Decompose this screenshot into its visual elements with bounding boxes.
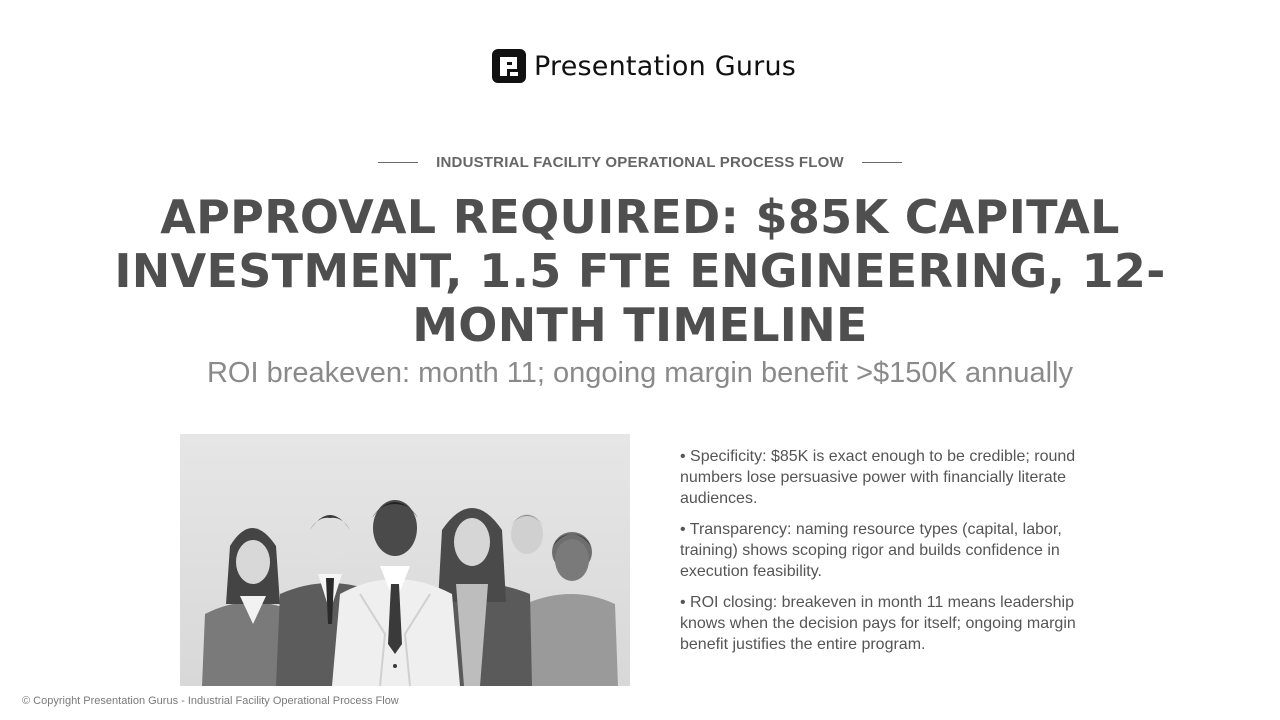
slide-title: APPROVAL REQUIRED: $85K CAPITAL INVESTMENT, 1.5 FTE ENGINEERING, 12-MONTH TIMELINE bbox=[114, 190, 1166, 352]
section-kicker bbox=[0, 152, 1280, 172]
bullet-specificity: • Specificity: $85K is exact enough to be credible; round numbers lose persuasive power with financially literate audiences. bbox=[680, 448, 1076, 507]
team-of-professionals-illustration bbox=[180, 434, 630, 686]
brand-logo bbox=[492, 46, 796, 86]
kicker-right-rule bbox=[862, 162, 902, 163]
kicker-left-rule bbox=[378, 162, 418, 163]
bullet-list bbox=[680, 446, 1080, 665]
logo-text: Presentation Gurus bbox=[534, 50, 797, 82]
slide-subtitle: ROI breakeven: month 11; ongoing margin benefit >$150K annually bbox=[206, 357, 1073, 389]
kicker-text: INDUSTRIAL FACILITY OPERATIONAL PROCESS FLOW bbox=[436, 153, 844, 171]
presentation-gurus-logo-icon bbox=[492, 49, 526, 83]
bullet-transparency: • Transparency: naming resource types (capital, labor, training) shows scoping rigor and builds confidence in execution feasibility. bbox=[680, 521, 1062, 580]
bullet-roi-closing: • ROI closing: breakeven in month 11 means leadership knows when the decision pays for itself; ongoing margin benefit justifies the entire program. bbox=[680, 594, 1076, 653]
copyright-footer: © Copyright Presentation Gurus - Industrial Facility Operational Process Flow bbox=[22, 695, 399, 707]
